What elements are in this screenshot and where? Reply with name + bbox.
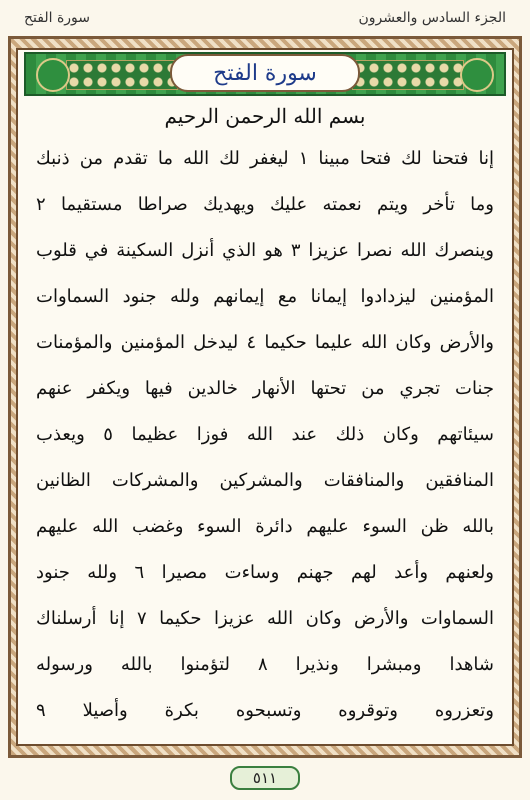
page-number: ٥١١: [230, 766, 300, 790]
medallion-icon: [36, 58, 70, 92]
verse-line: وتعزروه وتوقروه وتسبحوه بكرة وأصيلا ٩: [36, 700, 494, 721]
verse-line: ولعنهم وأعد لهم جهنم وساءت مصيرا ٦ ولله جنود: [36, 562, 494, 583]
verse-line: جنات تجري من تحتها الأنهار خالدين فيها ويكفر عنهم: [36, 378, 494, 399]
verse-line: بالله ظن السوء عليهم دائرة السوء وغضب الله عليهم: [36, 516, 494, 537]
verse-line: وينصرك الله نصرا عزيزا ٣ هو الذي أنزل السكينة في قلوب: [36, 240, 494, 261]
verse-line: شاهدا ومبشرا ونذيرا ٨ لتؤمنوا بالله ورسوله: [36, 654, 494, 675]
verse-lines: [36, 140, 494, 730]
verse-line: السماوات والأرض وكان الله عزيزا حكيما ٧ إنا أرسلناك: [36, 608, 494, 629]
verse-line: إنا فتحنا لك فتحا مبينا ١ ليغفر لك الله ما تقدم من ذنبك: [36, 148, 494, 169]
juz-label: الجزء السادس والعشرون: [358, 10, 506, 26]
verse-line: المؤمنين ليزدادوا إيمانا مع إيمانهم ولله جنود السماوات: [36, 286, 494, 307]
verse-line: المنافقين والمنافقات والمشركين والمشركات الظانين: [36, 470, 494, 491]
surah-name-label: سورة الفتح: [24, 10, 91, 26]
verse-line: سيئاتهم وكان ذلك عند الله فوزا عظيما ٥ ويعذب: [36, 424, 494, 445]
verse-line: وما تأخر ويتم نعمته عليك ويهديك صراطا مستقيما ٢: [36, 194, 494, 215]
basmala: بسم الله الرحمن الرحيم: [164, 104, 366, 128]
surah-title: سورة الفتح: [170, 54, 360, 92]
page-header: [0, 0, 530, 36]
verse-line: والأرض وكان الله عليما حكيما ٤ ليدخل المؤمنين والمؤمنات: [36, 332, 494, 353]
medallion-icon: [460, 58, 494, 92]
